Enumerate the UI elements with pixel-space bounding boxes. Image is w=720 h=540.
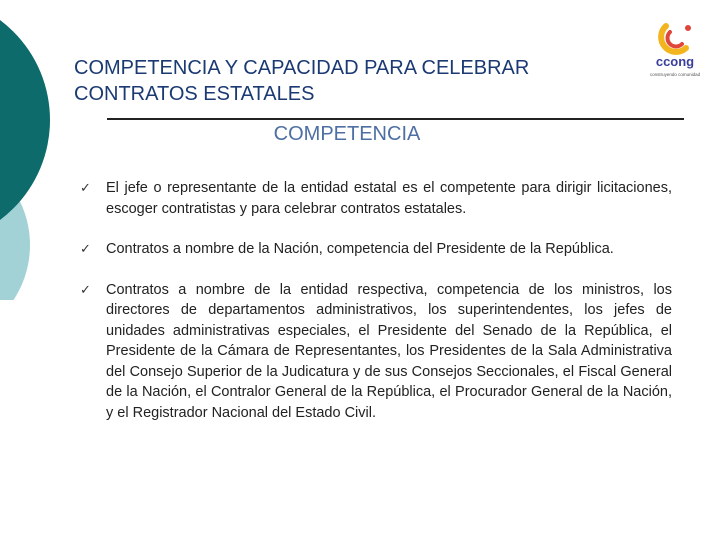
bullet-item-3 [80,280,672,424]
title-divider [107,118,684,120]
section-subtitle: COMPETENCIA [273,123,421,145]
title-line-2: CONTRATOS ESTATALES [74,83,315,105]
svg-text:ccong: ccong [655,54,695,69]
bullet-text: Contratos a nombre de la entidad respectiva, competencia de los ministros, los directores de departamentos administrativos, los superintendentes, los jefes de unidades administrativas especiales, el Presidente del Senado de la República, el Presidente de la Cámara de Representantes, los Presidentes de la Sala Administrativa del Consejo Superior de la Judicatura y de sus Consejos Seccionales, el Fiscal General de la Nación, el Contralor General de la República, el Procurador General de la Nación, y el Registrador Nacional del Estado Civil. [106,281,672,421]
checkmark-icon: ✓ [80,281,91,297]
slide-title [74,55,634,107]
bullet-text: Contratos a nombre de la Nación, competencia del Presidente de la República. [106,241,614,257]
bullet-text: El jefe o representante de la entidad estatal es el competente para dirigir licitaciones, escoger contratistas y para celebrar contratos estatales. [106,180,672,217]
ccong-logo [636,18,714,84]
bullet-list [80,178,672,443]
checkmark-icon: ✓ [80,180,91,195]
bullet-item-1 [80,178,672,219]
checkmark-icon: ✓ [80,241,91,256]
title-line-1: COMPETENCIA Y CAPACIDAD PARA CELEBRAR [74,57,530,79]
dark-circle [0,0,50,245]
bullet-item-2 [80,239,672,260]
svg-text:construyendo comunidad: construyendo comunidad [649,72,701,77]
